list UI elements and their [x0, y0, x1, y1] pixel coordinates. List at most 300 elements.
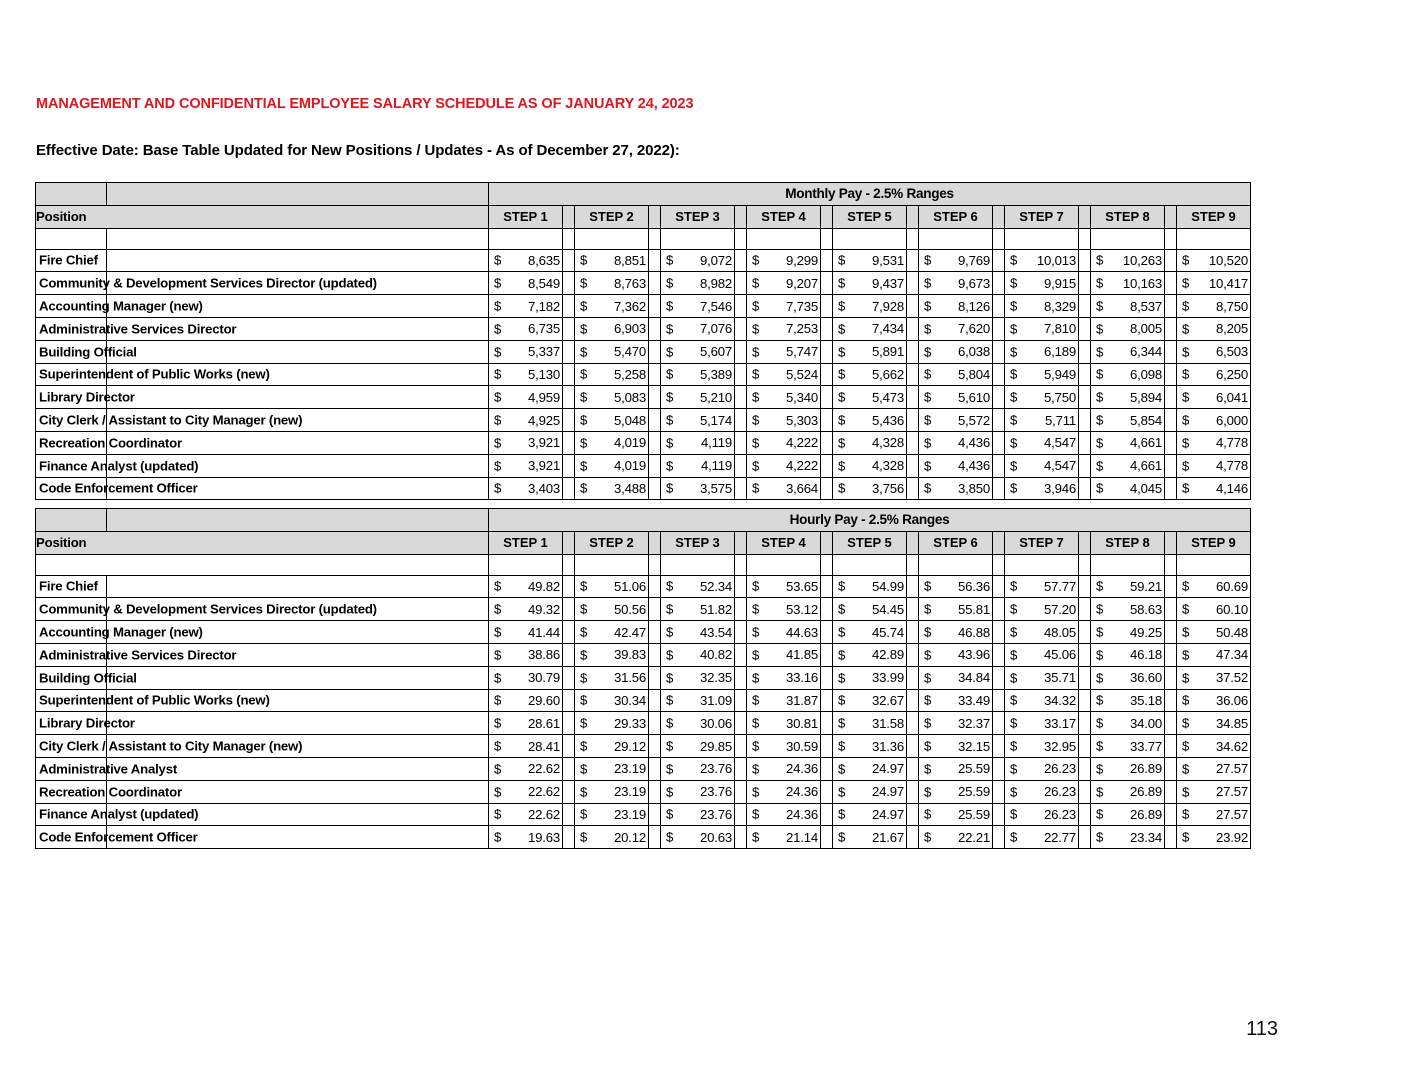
currency-symbol: $ — [752, 784, 760, 800]
currency-symbol: $ — [838, 624, 846, 640]
column-gap — [649, 317, 661, 340]
currency-symbol: $ — [924, 738, 932, 754]
pay-cell-step-2 — [575, 621, 649, 644]
spacer-step-8 — [1091, 228, 1165, 249]
position-cell — [36, 272, 377, 295]
pay-cell-step-3 — [661, 454, 735, 477]
column-gap — [1079, 409, 1091, 432]
column-gap — [1079, 666, 1091, 689]
pay-amount: 60.10 — [1215, 601, 1248, 617]
position-cell — [36, 477, 198, 500]
pay-cell-step-7 — [1005, 803, 1079, 826]
pay-amount: 33.49 — [957, 692, 990, 708]
column-gap — [821, 803, 833, 826]
pay-cell-step-8 — [1091, 757, 1165, 780]
spacer-step-6 — [919, 554, 993, 575]
column-gap — [1165, 531, 1177, 554]
position-label: Accounting Manager (new) — [39, 624, 203, 640]
pay-amount: 4,045 — [1129, 480, 1162, 496]
column-gap — [1079, 780, 1091, 803]
column-gap — [563, 780, 575, 803]
column-gap — [907, 531, 919, 554]
pay-cell-step-8 — [1091, 735, 1165, 758]
pay-cell-step-8 — [1091, 317, 1165, 340]
column-gap — [563, 477, 575, 500]
currency-symbol: $ — [494, 389, 502, 405]
column-gap — [735, 575, 747, 598]
column-gap — [735, 598, 747, 621]
column-gap — [649, 780, 661, 803]
currency-symbol: $ — [1096, 624, 1104, 640]
pay-amount: 8,982 — [699, 275, 732, 291]
pay-amount: 7,362 — [613, 298, 646, 314]
pay-amount: 6,250 — [1215, 366, 1248, 382]
pay-cell-step-9 — [1177, 712, 1251, 735]
pay-amount: 5,662 — [871, 366, 904, 382]
column-gap — [649, 757, 661, 780]
pay-cell-step-1 — [489, 712, 563, 735]
currency-symbol: $ — [1096, 344, 1104, 360]
column-gap — [821, 272, 833, 295]
banner-row — [36, 509, 1251, 532]
currency-symbol: $ — [580, 412, 588, 428]
pay-cell-step-6 — [919, 386, 993, 409]
pay-amount: 9,207 — [785, 275, 818, 291]
pay-cell-step-8 — [1091, 780, 1165, 803]
pay-amount: 23.19 — [613, 806, 646, 822]
pay-cell-step-6 — [919, 249, 993, 272]
column-gap — [563, 228, 575, 249]
pay-cell-step-2 — [575, 803, 649, 826]
currency-symbol: $ — [838, 366, 846, 382]
pay-cell-step-2 — [575, 363, 649, 386]
pay-cell-step-9 — [1177, 780, 1251, 803]
pay-amount: 4,019 — [613, 435, 646, 451]
pay-cell-step-6 — [919, 340, 993, 363]
column-gap — [907, 575, 919, 598]
pay-cell-step-3 — [661, 643, 735, 666]
pay-amount: 29.60 — [527, 692, 560, 708]
pay-amount: 4,778 — [1215, 435, 1248, 451]
column-gap — [649, 340, 661, 363]
currency-symbol: $ — [924, 624, 932, 640]
pay-cell-step-2 — [575, 454, 649, 477]
pay-cell-step-2 — [575, 575, 649, 598]
currency-symbol: $ — [1010, 252, 1018, 268]
currency-symbol: $ — [752, 480, 760, 496]
pay-amount: 5,083 — [613, 389, 646, 405]
pay-amount: 56.36 — [957, 578, 990, 594]
column-gap — [993, 317, 1005, 340]
currency-symbol: $ — [1010, 601, 1018, 617]
pay-amount: 5,303 — [785, 412, 818, 428]
column-gap — [735, 295, 747, 318]
pay-amount: 4,119 — [700, 435, 732, 451]
column-gap — [993, 643, 1005, 666]
pay-amount: 7,182 — [527, 298, 560, 314]
pay-amount: 8,763 — [613, 275, 646, 291]
column-gap — [1165, 205, 1177, 228]
column-gap — [1079, 295, 1091, 318]
currency-symbol: $ — [1182, 252, 1190, 268]
column-gap — [1079, 431, 1091, 454]
pay-amount: 4,146 — [1215, 480, 1248, 496]
pay-cell-step-7 — [1005, 712, 1079, 735]
column-header-row — [36, 531, 1251, 554]
currency-symbol: $ — [1096, 601, 1104, 617]
pay-amount: 26.23 — [1043, 784, 1076, 800]
currency-symbol: $ — [580, 344, 588, 360]
pay-cell-step-3 — [661, 363, 735, 386]
position-cell — [36, 386, 135, 409]
pay-cell-step-8 — [1091, 826, 1165, 849]
step-column-header-8: STEP 8 — [1091, 531, 1165, 554]
currency-symbol: $ — [1010, 784, 1018, 800]
column-gap — [735, 431, 747, 454]
pay-cell-step-1 — [489, 363, 563, 386]
position-column-header: Position — [36, 205, 489, 228]
pay-amount: 44.63 — [785, 624, 818, 640]
currency-symbol: $ — [752, 275, 760, 291]
pay-cell-step-9 — [1177, 454, 1251, 477]
column-gap — [649, 431, 661, 454]
pay-cell-step-1 — [489, 735, 563, 758]
pay-cell-step-7 — [1005, 598, 1079, 621]
currency-symbol: $ — [924, 829, 932, 845]
column-gap — [563, 340, 575, 363]
column-gap — [735, 826, 747, 849]
currency-symbol: $ — [838, 670, 846, 686]
pay-cell-step-9 — [1177, 317, 1251, 340]
position-label: Building Official — [39, 344, 137, 360]
currency-symbol: $ — [666, 366, 674, 382]
pay-amount: 25.59 — [957, 784, 990, 800]
currency-symbol: $ — [580, 275, 588, 291]
pay-cell-step-5 — [833, 575, 907, 598]
pay-cell-step-2 — [575, 409, 649, 432]
pay-cell-step-2 — [575, 826, 649, 849]
pay-amount: 6,503 — [1215, 344, 1248, 360]
pay-cell-step-4 — [747, 826, 821, 849]
currency-symbol: $ — [1010, 647, 1018, 663]
pay-amount: 10,263 — [1122, 252, 1162, 268]
currency-symbol: $ — [494, 738, 502, 754]
pay-amount: 30.79 — [527, 670, 560, 686]
column-gap — [1165, 386, 1177, 409]
pay-amount: 20.63 — [699, 829, 732, 845]
pay-cell-step-4 — [747, 803, 821, 826]
pay-cell-step-9 — [1177, 409, 1251, 432]
pay-amount: 60.69 — [1215, 578, 1248, 594]
column-gap — [735, 757, 747, 780]
column-gap — [563, 757, 575, 780]
pay-amount: 22.21 — [957, 829, 990, 845]
pay-amount: 32.35 — [699, 670, 732, 686]
column-gap — [821, 249, 833, 272]
pay-amount: 22.62 — [527, 784, 560, 800]
pay-amount: 36.06 — [1215, 692, 1248, 708]
position-cell — [36, 735, 303, 758]
pay-amount: 6,098 — [1129, 366, 1162, 382]
table-row — [36, 317, 1251, 340]
pay-amount: 31.58 — [871, 715, 904, 731]
currency-symbol: $ — [494, 480, 502, 496]
pay-amount: 7,620 — [957, 321, 990, 337]
column-gap — [1165, 643, 1177, 666]
column-gap — [1165, 757, 1177, 780]
pay-cell-step-5 — [833, 598, 907, 621]
currency-symbol: $ — [494, 275, 502, 291]
column-gap — [907, 735, 919, 758]
pay-cell-step-9 — [1177, 575, 1251, 598]
position-cell — [36, 643, 237, 666]
pay-amount: 28.61 — [527, 715, 560, 731]
position-cell — [36, 317, 237, 340]
pay-amount: 22.62 — [527, 761, 560, 777]
pay-cell-step-1 — [489, 409, 563, 432]
pay-cell-step-4 — [747, 666, 821, 689]
pay-amount: 30.34 — [613, 692, 646, 708]
column-gap — [563, 454, 575, 477]
pay-cell-step-9 — [1177, 689, 1251, 712]
currency-symbol: $ — [1182, 692, 1190, 708]
currency-symbol: $ — [924, 601, 932, 617]
currency-symbol: $ — [494, 321, 502, 337]
column-gap — [821, 531, 833, 554]
step-column-header-5: STEP 5 — [833, 531, 907, 554]
pay-cell-step-7 — [1005, 340, 1079, 363]
currency-symbol: $ — [1096, 761, 1104, 777]
pay-cell-step-4 — [747, 340, 821, 363]
pay-cell-step-1 — [489, 454, 563, 477]
currency-symbol: $ — [494, 806, 502, 822]
pay-cell-step-9 — [1177, 363, 1251, 386]
pay-amount: 8,635 — [527, 252, 560, 268]
table-row — [36, 780, 1251, 803]
spacer-step-3 — [661, 228, 735, 249]
column-gap — [821, 621, 833, 644]
position-cell — [36, 598, 377, 621]
pay-amount: 26.23 — [1043, 761, 1076, 777]
pay-cell-step-1 — [489, 826, 563, 849]
currency-symbol: $ — [1096, 692, 1104, 708]
column-gap — [1079, 803, 1091, 826]
currency-symbol: $ — [1010, 578, 1018, 594]
column-gap — [907, 757, 919, 780]
column-gap — [993, 454, 1005, 477]
currency-symbol: $ — [838, 829, 846, 845]
currency-symbol: $ — [1096, 670, 1104, 686]
spacer-step-5 — [833, 554, 907, 575]
currency-symbol: $ — [494, 715, 502, 731]
pay-amount: 46.88 — [957, 624, 990, 640]
currency-symbol: $ — [838, 601, 846, 617]
pay-cell-step-5 — [833, 712, 907, 735]
pay-cell-step-9 — [1177, 826, 1251, 849]
column-gap — [649, 205, 661, 228]
position-label: Fire Chief — [39, 578, 98, 594]
column-gap — [1079, 689, 1091, 712]
pay-amount: 8,750 — [1215, 298, 1248, 314]
column-gap — [907, 689, 919, 712]
column-gap — [993, 803, 1005, 826]
currency-symbol: $ — [1096, 321, 1104, 337]
spacer-row — [36, 554, 1251, 575]
pay-amount: 9,915 — [1043, 275, 1076, 291]
column-gap — [821, 477, 833, 500]
pay-amount: 5,572 — [957, 412, 990, 428]
column-gap — [993, 712, 1005, 735]
position-cell — [36, 689, 270, 712]
pay-cell-step-6 — [919, 643, 993, 666]
column-gap — [649, 621, 661, 644]
pay-amount: 5,711 — [1044, 412, 1076, 428]
pay-cell-step-8 — [1091, 803, 1165, 826]
pay-amount: 6,189 — [1043, 344, 1076, 360]
column-gap — [1079, 477, 1091, 500]
pay-amount: 9,531 — [871, 252, 904, 268]
column-gap — [649, 531, 661, 554]
pay-amount: 42.89 — [871, 647, 904, 663]
pay-amount: 4,661 — [1129, 458, 1162, 474]
pay-cell-step-3 — [661, 757, 735, 780]
pay-cell-step-4 — [747, 689, 821, 712]
pay-amount: 34.00 — [1129, 715, 1162, 731]
column-gap — [735, 386, 747, 409]
pay-cell-step-6 — [919, 454, 993, 477]
pay-cell-step-1 — [489, 477, 563, 500]
pay-cell-step-5 — [833, 317, 907, 340]
currency-symbol: $ — [924, 670, 932, 686]
step-column-header-8: STEP 8 — [1091, 205, 1165, 228]
currency-symbol: $ — [838, 321, 846, 337]
pay-cell-step-6 — [919, 272, 993, 295]
pay-amount: 26.89 — [1129, 806, 1162, 822]
position-cell — [36, 575, 107, 598]
column-gap — [649, 386, 661, 409]
table-row — [36, 386, 1251, 409]
currency-symbol: $ — [1182, 275, 1190, 291]
column-gap — [735, 712, 747, 735]
pay-amount: 34.32 — [1043, 692, 1076, 708]
position-label: Administrative Analyst — [39, 761, 178, 777]
pay-cell-step-5 — [833, 803, 907, 826]
currency-symbol: $ — [666, 784, 674, 800]
currency-symbol: $ — [1010, 275, 1018, 291]
column-gap — [1165, 712, 1177, 735]
currency-symbol: $ — [924, 458, 932, 474]
pay-cell-step-7 — [1005, 621, 1079, 644]
currency-symbol: $ — [1010, 829, 1018, 845]
position-label: Administrative Services Director — [39, 321, 237, 337]
currency-symbol: $ — [752, 458, 760, 474]
pay-amount: 4,778 — [1215, 458, 1248, 474]
currency-symbol: $ — [1010, 692, 1018, 708]
column-gap — [735, 531, 747, 554]
pay-cell-step-4 — [747, 712, 821, 735]
column-gap — [735, 643, 747, 666]
pay-cell-step-2 — [575, 666, 649, 689]
pay-amount: 24.97 — [871, 806, 904, 822]
spacer-step-2 — [575, 554, 649, 575]
column-gap — [821, 643, 833, 666]
column-gap — [735, 780, 747, 803]
pay-amount: 7,253 — [785, 321, 818, 337]
column-gap — [735, 477, 747, 500]
table-row — [36, 757, 1251, 780]
spacer-step-8 — [1091, 554, 1165, 575]
pay-amount: 31.09 — [699, 692, 732, 708]
currency-symbol: $ — [924, 647, 932, 663]
spacer-step-7 — [1005, 554, 1079, 575]
pay-amount: 5,210 — [699, 389, 732, 405]
spacer-step-1 — [489, 554, 563, 575]
step-column-header-3: STEP 3 — [661, 205, 735, 228]
pay-amount: 5,337 — [527, 344, 560, 360]
pay-amount: 4,436 — [957, 435, 990, 451]
column-gap — [907, 431, 919, 454]
currency-symbol: $ — [1096, 275, 1104, 291]
column-gap — [649, 803, 661, 826]
pay-amount: 6,344 — [1129, 344, 1162, 360]
column-gap — [993, 689, 1005, 712]
currency-symbol: $ — [752, 578, 760, 594]
pay-amount: 5,804 — [957, 366, 990, 382]
currency-symbol: $ — [924, 578, 932, 594]
currency-symbol: $ — [1010, 321, 1018, 337]
table-row — [36, 712, 1251, 735]
pay-cell-step-8 — [1091, 689, 1165, 712]
currency-symbol: $ — [924, 275, 932, 291]
currency-symbol: $ — [838, 692, 846, 708]
position-cell — [36, 712, 135, 735]
column-gap — [735, 249, 747, 272]
column-gap — [563, 363, 575, 386]
pay-cell-step-2 — [575, 317, 649, 340]
pay-amount: 4,925 — [527, 412, 560, 428]
currency-symbol: $ — [1010, 806, 1018, 822]
currency-symbol: $ — [666, 344, 674, 360]
hourly-table-body — [36, 509, 1251, 849]
pay-cell-step-2 — [575, 477, 649, 500]
currency-symbol: $ — [1182, 435, 1190, 451]
currency-symbol: $ — [580, 806, 588, 822]
pay-amount: 4,547 — [1043, 458, 1076, 474]
pay-cell-step-2 — [575, 598, 649, 621]
column-gap — [563, 295, 575, 318]
column-gap — [563, 272, 575, 295]
pay-cell-step-5 — [833, 340, 907, 363]
pay-cell-step-7 — [1005, 826, 1079, 849]
pay-cell-step-2 — [575, 712, 649, 735]
pay-cell-step-3 — [661, 295, 735, 318]
currency-symbol: $ — [1182, 412, 1190, 428]
pay-amount: 50.56 — [613, 601, 646, 617]
column-gap — [821, 295, 833, 318]
pay-cell-step-9 — [1177, 477, 1251, 500]
column-header-row — [36, 205, 1251, 228]
pay-cell-step-4 — [747, 317, 821, 340]
pay-cell-step-5 — [833, 757, 907, 780]
pay-amount: 5,524 — [785, 366, 818, 382]
column-gap — [1079, 205, 1091, 228]
pay-amount: 5,750 — [1043, 389, 1076, 405]
currency-symbol: $ — [1010, 435, 1018, 451]
column-gap — [821, 363, 833, 386]
spacer-step-5 — [833, 228, 907, 249]
currency-symbol: $ — [752, 601, 760, 617]
pay-cell-step-2 — [575, 295, 649, 318]
